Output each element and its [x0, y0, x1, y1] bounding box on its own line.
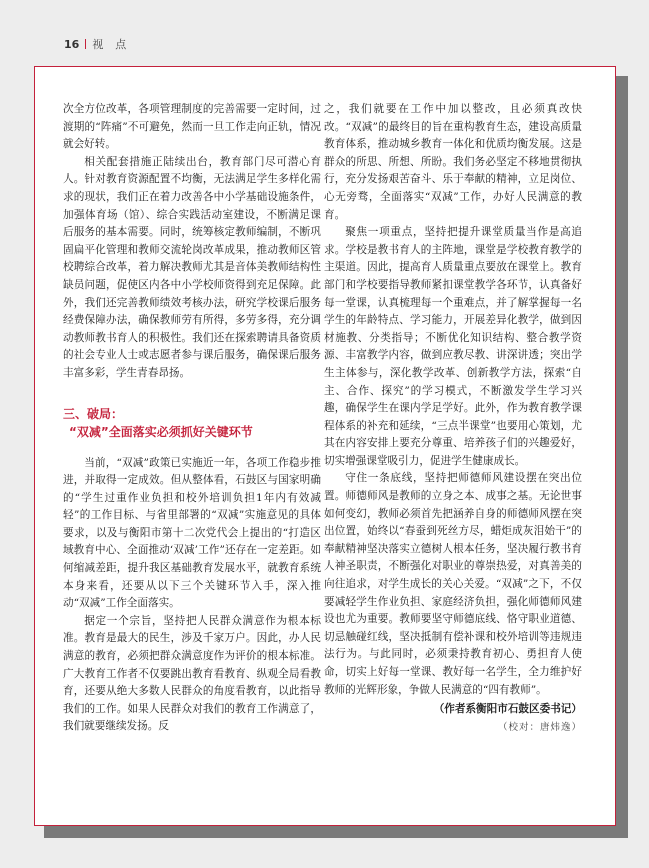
author-credit: （作者系衡阳市石鼓区委书记）	[433, 703, 582, 716]
paragraph: 守住一条底线，坚持把师德师风建设摆在突出位置。师德师风是教师的立身之本、成事之基。无论世事如何变幻，教师必须首先把涵养自身的师德师风摆在突出位置，始终以“春蚕到死丝方尽，蜡炬成灰泪始干”的奉献精神坚决落实立德树人根本任务，坚决履行教书育人神圣职责，不断强化对职业的尊崇热爱，对真善美的向往追求，对学生成长的关心关爱。“双减”之下，不仅要减轻学生作业负担、家庭经济负担，强化师德师风建设也尤为重要。教师要坚守师德底线、恪守职业道德、切忌触碰红线，坚决抵制有偿补课和校外培训等违规违法行为。与此同时，必须秉持教育初心、勇担育人使命，切实上好每一堂课、教好每一名学生，全力维护好教师的光辉形象，争做人民满意的“四有教师”。	[324, 472, 582, 696]
article-frame	[34, 66, 616, 826]
section-heading-title: “双减”全面落实必须抓好关键环节	[69, 424, 253, 439]
right-column	[324, 101, 582, 736]
page-header	[64, 36, 138, 54]
paragraph: 当前，“双减”政策已实施近一年，各项工作稳步推进，并取得一定成效。但从整体看，石鼓区与国家明确的“学生过重作业负担和校外培训负担1年内有效减轻”的工作目标、与省里部署的“双减”实施意见的具体要求，以及与衡阳市第十二次党代会上提出的“打造区域教育中心、全面推动‘双减’工作”还存在一定差距。如何缩减差距，提升我区基础教育发展水平，就教育系统本身来看，还要从以下三个关键环节入手，深入推动“双减”工作全面落实。	[63, 456, 321, 610]
page-number: 16	[64, 38, 80, 51]
header-divider	[85, 39, 86, 49]
section-heading	[63, 405, 321, 441]
section-name: 视点	[92, 38, 139, 51]
proofreader-credit: （校对：唐炜逸）	[497, 721, 582, 733]
paragraph: 之，我们就要在工作中加以整改，且必须真改快改。“双减”的最终目的旨在重构教育生态，建设高质量教育体系，推动城乡教育一体化和优质均衡发展。这是群众的所思、所想、所盼。我们务必坚定不移地贯彻执行，充分发扬艰苦奋斗、乐于奉献的精神，立足岗位、心无旁骛，全面落实“双减”工作，办好人民满意的教育。	[324, 103, 582, 221]
paragraph: 次全方位改革，各项管理制度的完善需要一定时间，过渡期的“阵痛”不可避免，然而一旦工作走向正轨，情况就会好转。	[63, 103, 321, 151]
paragraph: 据定一个宗旨，坚持把人民群众满意作为根本标准。教育是最大的民生，涉及千家万户。因此，办人民满意的教育，必须把群众满意度作为评价的根本标准。广大教育工作者不仅要跳出教育看教育、纵观全局看教育，还要从绝大多数人民群众的角度看教育，以此指导我们的工作。如果人民群众对我们的教育工作满意了，我们就要继续发扬。反	[63, 614, 321, 733]
left-column	[63, 101, 321, 736]
paragraph: 相关配套措施正陆续出台，教育部门尽可潜心育人。针对教育资源配置不均衡，无法满足学生多样化需求的现状，我们正在着力改善各中小学基础设施条件，加强体育场（馆）、综合实践活动室建设，不断满足课后服务的基本需要。同时，统筹核定教师编制，不断巩固扁平化管理和教师交流轮岗改革成果，推动教师区管校聘综合改革，着力解决教师尤其是音体美教师结构性缺员问题，促使区内各中小学校师资得到充足保障。此外，我们还完善教师绩效考核办法，研究学校课后服务经费保障办法，确保教师劳有所得，多劳多得，充分调动教师教书育人的积极性。我们还在探索聘请具备资质的社会专业人士或志愿者参与课后服务，确保课后服务丰富多彩，学生青春昂扬。	[63, 155, 321, 379]
paragraph: 聚焦一项重点，坚持把提升课堂质量当作是高追求。学校是教书育人的主阵地，课堂是学校教育教学的主渠道。因此，提高育人质量重点要放在课堂上。教育部门和学校要指导教师紧扣课堂教学各环节，认真备好每一堂课，认真梳理每一个重难点，并了解掌握每一名学生的年龄特点、学习能力，开展差异化教学，做到因材施教、分类指导；不断优化知识结构、整合教学资源、丰富教学内容，做到应教尽教、讲深讲透；突出学生主体参与，深化教学改革、创新教学方法，探索“自主、合作、探究”的学习模式，不断激发学生学习兴趣，确保学生在课内学足学好。此外，作为教育教学课程体系的补充和延续，“三点半课堂”也要用心策划，尤其在内容安排上要充分尊重、培养孩子们的兴趣爱好，切实增强课堂吸引力，促进学生健康成长。	[324, 226, 582, 467]
section-heading-number: 三、破局：	[63, 406, 124, 421]
